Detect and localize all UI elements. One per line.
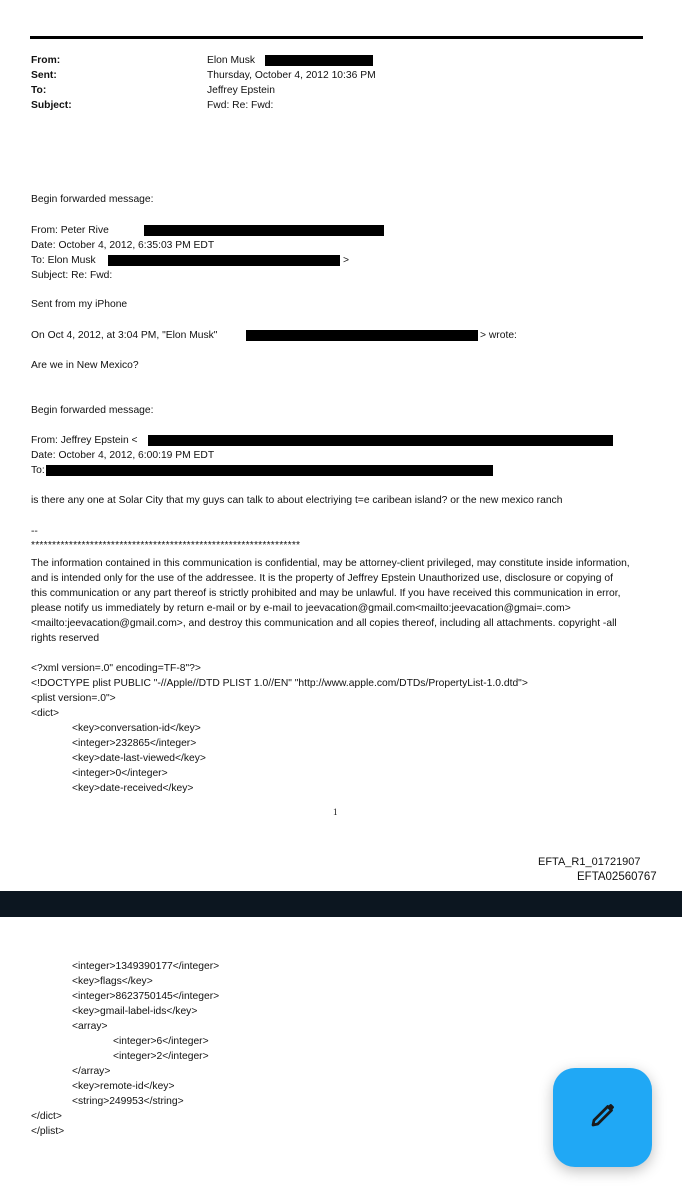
xml-line: <!DOCTYPE plist PUBLIC "-//Apple//DTD PLIST 1.0//EN" "http://www.apple.com/DTDs/PropertyList-1.0.dtd">: [31, 678, 528, 689]
doc-ref-2: EFTA02560767: [577, 871, 657, 883]
on-date-suffix: > wrote:: [480, 330, 517, 341]
xml2-line: <key>remote-id</key>: [72, 1081, 175, 1092]
forward1-subject: Subject: Re: Fwd:: [31, 270, 113, 281]
xml-line: <key>date-received</key>: [72, 783, 194, 794]
xml2-line: <integer>1349390177</integer>: [72, 961, 220, 972]
redaction-bar: [144, 225, 384, 236]
xml2-line: <integer>8623750145</integer>: [72, 991, 220, 1002]
redaction-bar: [108, 255, 340, 266]
forward2-from: From: Jeffrey Epstein <: [31, 435, 138, 446]
page-divider-band: [0, 891, 682, 917]
forward2-to: To:: [31, 465, 45, 476]
sent-value: Thursday, October 4, 2012 10:36 PM: [207, 70, 376, 81]
xml2-line: <array>: [72, 1021, 108, 1032]
redaction-bar: [46, 465, 493, 476]
forward1-begin: Begin forwarded message:: [31, 194, 154, 205]
subject-value: Fwd: Re: Fwd:: [207, 100, 274, 111]
xml2-line: </dict>: [31, 1111, 62, 1122]
from-value: Elon Musk: [207, 55, 256, 66]
forward2-body: is there any one at Solar City that my guys can talk to about electriying t=e caribean island? or the new mexico ranch: [31, 495, 563, 506]
question-text: Are we in New Mexico?: [31, 360, 139, 371]
xml2-line: </plist>: [31, 1126, 65, 1137]
forward2-date: Date: October 4, 2012, 6:00:19 PM EDT: [31, 450, 215, 461]
page-number: 1: [333, 807, 338, 817]
xml2-line: <key>flags</key>: [72, 976, 153, 987]
pencil-icon: [588, 1100, 618, 1135]
to-label: To:: [31, 85, 47, 96]
forward1-from: From: Peter Rive: [31, 225, 109, 236]
forward1-to: To: Elon Musk: [31, 255, 96, 266]
redaction-bar: [265, 55, 373, 66]
redaction-bar: [148, 435, 613, 446]
edit-fab-button[interactable]: [553, 1068, 652, 1167]
xml-line: <dict>: [31, 708, 60, 719]
xml-line: <plist version=.0">: [31, 693, 116, 704]
xml2-line: <integer>6</integer>: [113, 1036, 209, 1047]
xml2-line: <integer>2</integer>: [113, 1051, 209, 1062]
sent-label: Sent:: [31, 70, 57, 81]
sig-dashes: --: [31, 526, 38, 537]
forward1-to-end: >: [343, 255, 350, 266]
from-label: From:: [31, 55, 61, 66]
to-value: Jeffrey Epstein: [207, 85, 275, 96]
sent-from-iphone: Sent from my iPhone: [31, 299, 128, 310]
redaction-bar: [246, 330, 478, 341]
xml2-line: </array>: [72, 1066, 111, 1077]
xml-line: <integer>0</integer>: [72, 768, 168, 779]
xml-line: <key>conversation-id</key>: [72, 723, 201, 734]
forward1-date: Date: October 4, 2012, 6:35:03 PM EDT: [31, 240, 215, 251]
xml2-line: <string>249953</string>: [72, 1096, 184, 1107]
disclaimer-paragraph: The information contained in this communication is confidential, may be attorney-client privileged, may constitute inside information, and is intended only for the use of the addressee. It is the property of Jeffrey Epstein Unauthorized use, disclosure or copying of this communication or any part thereof is strictly prohibited and may be unlawful. If you have received this communication in error, please notify us immediately by return e-mail or by e-mail to jeevacation@gmail.com<mailto:jeevacation@gmai=.com><mailto:jeevacation@gmail.com>, and destroy this communication and all copies thereof, including all attachments. copyright -all rights reserved: [31, 558, 630, 644]
xml2-line: <key>gmail-label-ids</key>: [72, 1006, 198, 1017]
on-date-prefix: On Oct 4, 2012, at 3:04 PM, "Elon Musk": [31, 330, 218, 341]
sig-stars: ****************************************************************: [31, 540, 301, 551]
doc-ref-1: EFTA_R1_01721907: [538, 856, 641, 868]
subject-label: Subject:: [31, 100, 72, 111]
header-rule: [30, 36, 643, 39]
xml-line: <?xml version=.0" encoding=TF-8"?>: [31, 663, 201, 674]
forward2-begin: Begin forwarded message:: [31, 405, 154, 416]
xml-line: <key>date-last-viewed</key>: [72, 753, 206, 764]
xml-line: <integer>232865</integer>: [72, 738, 197, 749]
